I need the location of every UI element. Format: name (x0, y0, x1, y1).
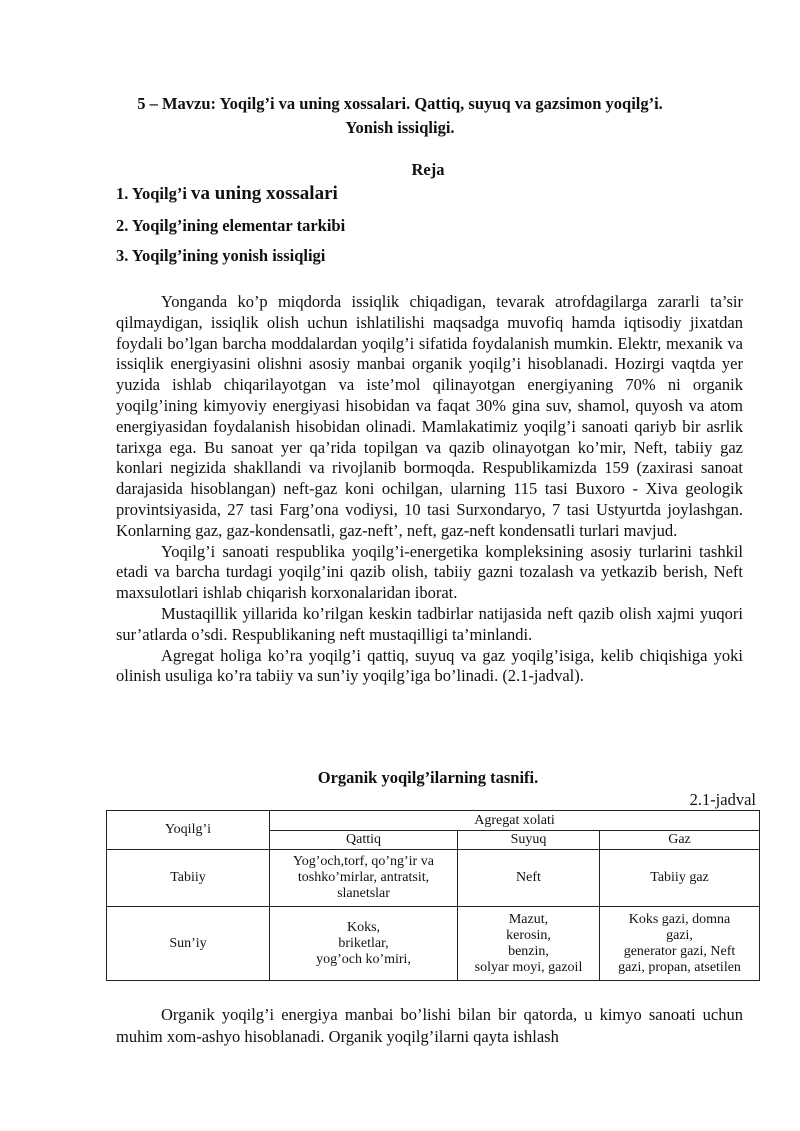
group-header-cell: Agregat xolati (270, 811, 760, 831)
cell-line: briketlar, (338, 935, 389, 951)
plan-item-1-prefix: 1. Yoqilg’i (116, 184, 192, 203)
cell-suniy-suyuq (458, 907, 600, 981)
title-line-2: Yonish issiqligi. (345, 118, 455, 137)
cell-line: Koks gazi, domna (628, 911, 731, 927)
row-label-suniy: Sun’iy (107, 907, 270, 981)
cell-line: yog’och ko’miri, (316, 951, 411, 967)
plan-item-2: 2. Yoqilg’ining elementar tarkibi (116, 216, 346, 235)
paragraph: Yoqilg’i sanoati respublika yoqilg’i-energetika kompleksining asosiy turlarini tashkil etadi va barcha turdagi yoqilg’ini qazib olish, tabiiy gazni tozalash va yetkazib berish, Neft maxsulotlari ishlab chiqarish korxonalaridan iborat. (116, 541, 743, 603)
cell-line: Koks, (346, 919, 381, 935)
cell-line: Yog’och,torf, qo’ng’ir va (293, 854, 434, 869)
cell-line: generator gazi, Neft (623, 943, 736, 959)
cell-line: gazi, (666, 927, 693, 943)
cell-tabiiy-qattiq (270, 850, 458, 907)
page-title (110, 92, 690, 140)
cell-line: gazi, propan, atsetilen (618, 959, 741, 975)
col-header-gaz: Gaz (600, 831, 760, 850)
cell-line: slanetslar (337, 886, 390, 901)
bottom-text (116, 1004, 743, 1048)
plan-heading: Reja (411, 160, 445, 179)
cell-line: toshko’mirlar, antratsit, (297, 870, 430, 885)
paragraph: Mustaqillik yillarida ko’rilgan keskin tadbirlar natijasida neft qazib olish xajmi yuqori sur’atlarda o’sdi. Respublikaning neft mustaqilligi ta’minlandi. (116, 603, 743, 644)
cell-line: solyar moyi, gazoil (474, 959, 583, 975)
classification-table (106, 810, 760, 981)
cell-tabiiy-gaz: Tabiiy gaz (600, 850, 760, 907)
title-line-1: 5 – Mavzu: Yoqilg’i va uning xossalari. Qattiq, suyuq va gazsimon yoqilg’i. (137, 94, 663, 113)
cell-line: kerosin, (506, 927, 551, 943)
paragraph: Organik yoqilg’i energiya manbai bo’lishi bilan bir qatorda, u kimyo sanoati uchun muhim xom-ashyo hisoblanadi. Organik yoqilg’ilarni qayta ishlash (116, 1005, 743, 1046)
cell-suniy-qattiq (270, 907, 458, 981)
plan-item-1-rest: va uning xossalari (191, 183, 338, 204)
table-header-row (107, 811, 760, 831)
plan-item-1 (116, 183, 338, 205)
row-header-cell: Yoqilg’i (107, 811, 270, 850)
cell-tabiiy-suyuq: Neft (458, 850, 600, 907)
cell-suniy-gaz (600, 907, 760, 981)
row-label-tabiiy: Tabiiy (107, 850, 270, 907)
paragraph: Agregat holiga ko’ra yoqilg’i qattiq, suyuq va gaz yoqilg’isiga, kelib chiqishiga yoki olinish usuliga ko’ra tabiiy va sun’iy yoqilg’iga bo’linadi. (2.1-jadval). (116, 645, 743, 686)
paragraph: Yonganda ko’p miqdorda issiqlik chiqadigan, tevarak atrofdagilarga zararli ta’sir qilmaydigan, issiqlik olish uchun ishlatilishi maqsadga muvofiq hamda iqtisodiy jixatdan foydali bo’lgan barcha moddalardan yoqilg’i sifatida foydalanish mumkin. Elektr, mexanik va issiqlik energiyasini olishni asosiy manbai organik yoqilg’i hisoblanadi. Hozirgi vaqtda yer yuzida ishlab chiqarilayotgan va iste’mol qilinayotgan energiyaning 70% ni organik yoqilg’ining kimyoviy energiyasi hisobidan va faqat 30% gina suv, shamol, quyosh va atom energiyasidan foydalanish hisobidan olinadi. Mamlakatimiz yoqilg’i sanoati qariyb bir asrlik tarixga ega. Bu sanoat yer qa’rida topilgan va qazib olinayotgan ko’mir, Neft, tabiiy gaz konlari negizida shakllandi va rivojlanib bormoqda. Respublikamizda 159 (zaxirasi sanoat darajasida hisoblangan) neft-gaz koni ochilgan, ularning 115 tasi Buxoro - Xiva geologik provintsiyasida, 27 tasi Farg’ona vodiysi, 10 tasi Surxondaryo, 7 tasi Ustyurtda joylashgan. Konlarning gaz, gaz-kondensatli, gaz-neft’, neft, gaz-neft kondensatli turlari mavjud. (116, 292, 743, 540)
table-row (107, 907, 760, 981)
col-header-suyuq: Suyuq (458, 831, 600, 850)
plan-item-3: 3. Yoqilg’ining yonish issiqligi (116, 246, 326, 265)
cell-line: benzin, (508, 943, 549, 959)
col-header-qattiq: Qattiq (270, 831, 458, 850)
table-caption: Organik yoqilg’ilarning tasnifi. (317, 768, 539, 787)
body-text (116, 292, 743, 687)
table-number: 2.1-jadval (689, 790, 756, 809)
cell-line: Mazut, (508, 911, 549, 927)
table-row (107, 850, 760, 907)
